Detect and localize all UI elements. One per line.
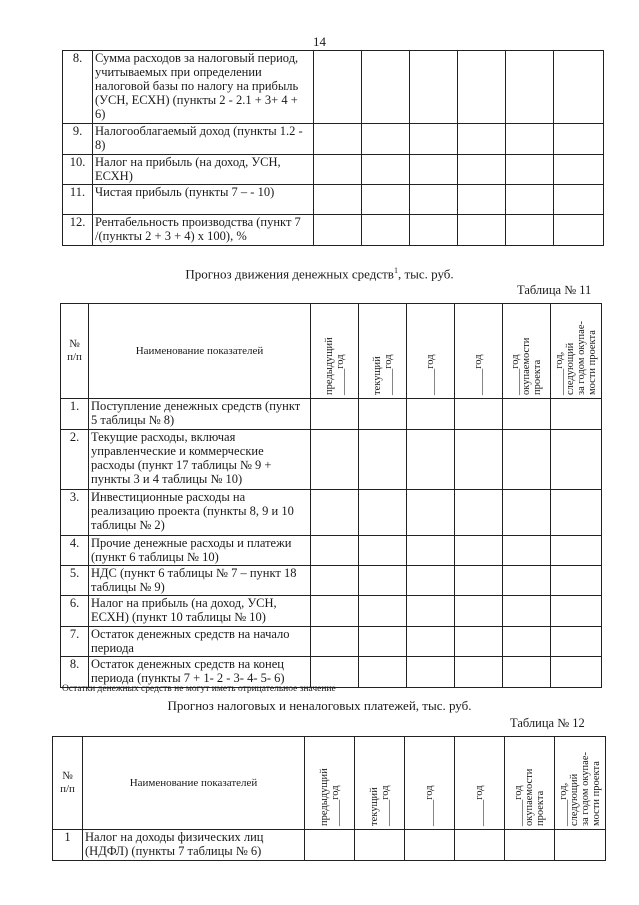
value-cell[interactable] xyxy=(503,627,551,657)
header-row xyxy=(61,304,602,399)
header-year-col xyxy=(455,737,505,830)
table-11-title: Прогноз движения денежных средств$^1$, тыс. руб. xyxy=(185,266,454,282)
header-num-label: № п/п xyxy=(67,338,82,363)
row-number: 2. xyxy=(61,430,89,490)
value-cell[interactable] xyxy=(458,185,506,215)
row-number: 5. xyxy=(61,566,89,596)
table-12 xyxy=(52,736,606,861)
value-cell[interactable] xyxy=(410,185,458,215)
table-12-title: Прогноз налоговых и неналоговых платежей, тыс. руб. xyxy=(167,698,472,713)
table-10-continuation xyxy=(62,50,604,246)
value-cell[interactable] xyxy=(314,51,362,124)
header-year-col xyxy=(359,304,407,399)
table-row xyxy=(61,430,602,490)
value-cell[interactable] xyxy=(311,490,359,536)
value-cell[interactable] xyxy=(362,185,410,215)
value-cell[interactable] xyxy=(359,430,407,490)
table-row xyxy=(63,124,604,155)
value-cell[interactable] xyxy=(551,490,602,536)
table-row xyxy=(63,215,604,246)
value-cell[interactable] xyxy=(311,566,359,596)
value-cell[interactable] xyxy=(551,430,602,490)
value-cell[interactable] xyxy=(362,215,410,246)
header-year-col xyxy=(551,304,602,399)
value-cell[interactable] xyxy=(410,124,458,155)
value-cell[interactable] xyxy=(410,155,458,185)
row-label: Налог на прибыль (на доход, УСН, ЕСХН) (пункт 10 таблицы № 10) xyxy=(89,596,311,627)
header-name: Наименование показателей xyxy=(89,304,311,399)
value-cell[interactable] xyxy=(555,830,606,861)
header-year-col xyxy=(355,737,405,830)
table-row xyxy=(61,627,602,657)
value-cell[interactable] xyxy=(554,124,604,155)
value-cell[interactable] xyxy=(503,596,551,627)
value-cell[interactable] xyxy=(455,830,505,861)
header-year-label: предыдущий _____год xyxy=(318,767,341,826)
header-year-col xyxy=(505,737,555,830)
row-label: Инвестиционные расходы на реализацию проекта (пункты 8, 9 и 10 таблицы № 2) xyxy=(89,490,311,536)
value-cell[interactable] xyxy=(551,399,602,430)
value-cell[interactable] xyxy=(410,215,458,246)
table-row xyxy=(61,536,602,566)
row-label: Налог на доходы физических лиц (НДФЛ) (пункты 7 таблицы № 6) xyxy=(83,830,305,861)
row-number: 3. xyxy=(61,490,89,536)
value-cell[interactable] xyxy=(455,490,503,536)
row-number: 4. xyxy=(61,536,89,566)
value-cell[interactable] xyxy=(455,399,503,430)
value-cell[interactable] xyxy=(506,155,554,185)
value-cell[interactable] xyxy=(410,51,458,124)
row-label: НДС (пункт 6 таблицы № 7 – пункт 18 таблицы № 9) xyxy=(89,566,311,596)
value-cell[interactable] xyxy=(407,430,455,490)
value-cell[interactable] xyxy=(362,51,410,124)
value-cell[interactable] xyxy=(455,627,503,657)
value-cell[interactable] xyxy=(458,124,506,155)
row-label: Прочие денежные расходы и платежи (пункт 6 таблицы № 10) xyxy=(89,536,311,566)
value-cell[interactable] xyxy=(359,627,407,657)
header-year-label: _____год, следующий за годом окупае- мости проекта xyxy=(558,751,602,826)
table-row xyxy=(53,830,606,861)
value-cell[interactable] xyxy=(551,627,602,657)
value-cell[interactable] xyxy=(506,51,554,124)
value-cell[interactable] xyxy=(503,399,551,430)
value-cell[interactable] xyxy=(554,185,604,215)
value-cell[interactable] xyxy=(505,830,555,861)
value-cell[interactable] xyxy=(311,536,359,566)
value-cell[interactable] xyxy=(455,566,503,596)
value-cell[interactable] xyxy=(407,657,455,688)
value-cell[interactable] xyxy=(506,215,554,246)
value-cell[interactable] xyxy=(359,566,407,596)
row-number: 7. xyxy=(61,627,89,657)
header-num xyxy=(61,304,89,399)
value-cell[interactable] xyxy=(458,155,506,185)
row-label: Чистая прибыль (пункты 7 – - 10) xyxy=(93,185,314,215)
header-year-label: _____год xyxy=(424,784,435,826)
header-year-col xyxy=(311,304,359,399)
value-cell[interactable] xyxy=(506,185,554,215)
value-cell[interactable] xyxy=(407,566,455,596)
page-number: 14 xyxy=(313,34,326,49)
table-11-label: Таблица № 11 xyxy=(517,283,592,297)
header-year-label: _____год окупаемости проекта xyxy=(510,337,543,395)
header-year-label: текущий _____год xyxy=(371,353,394,395)
row-number: 1 xyxy=(53,830,83,861)
value-cell[interactable] xyxy=(362,124,410,155)
row-label: Рентабельность производства (пункт 7 /(пункты 2 + 3 + 4) х 100), % xyxy=(93,215,314,246)
header-year-label: текущий _____год xyxy=(368,784,391,826)
table-row xyxy=(63,51,604,124)
value-cell[interactable] xyxy=(355,830,405,861)
value-cell[interactable] xyxy=(407,596,455,627)
value-cell[interactable] xyxy=(311,596,359,627)
header-num-label: № п/п xyxy=(60,770,75,795)
header-row xyxy=(53,737,606,830)
value-cell[interactable] xyxy=(455,596,503,627)
value-cell[interactable] xyxy=(407,536,455,566)
value-cell[interactable] xyxy=(311,430,359,490)
row-number: 6. xyxy=(61,596,89,627)
value-cell[interactable] xyxy=(551,566,602,596)
row-label: Налог на прибыль (на доход, УСН, ЕСХН) xyxy=(93,155,314,185)
value-cell[interactable] xyxy=(362,155,410,185)
value-cell[interactable] xyxy=(503,536,551,566)
row-number: 1. xyxy=(61,399,89,430)
table-12-label: Таблица № 12 xyxy=(510,716,585,730)
row-label: Налогооблагаемый доход (пункты 1.2 - 8) xyxy=(93,124,314,155)
value-cell[interactable] xyxy=(455,657,503,688)
value-cell[interactable] xyxy=(458,215,506,246)
table-11 xyxy=(60,303,602,688)
table-row xyxy=(61,399,602,430)
row-number: 8. xyxy=(61,657,89,688)
header-year-label: _____год xyxy=(474,784,485,826)
value-cell[interactable] xyxy=(359,399,407,430)
value-cell[interactable] xyxy=(359,536,407,566)
value-cell[interactable] xyxy=(506,124,554,155)
header-num xyxy=(53,737,83,830)
table-row xyxy=(63,155,604,185)
value-cell[interactable] xyxy=(359,490,407,536)
value-cell[interactable] xyxy=(554,51,604,124)
value-cell[interactable] xyxy=(311,399,359,430)
table-row xyxy=(61,657,602,688)
header-year-label: _____год, следующий за годом окупае- мости проекта xyxy=(554,320,598,395)
value-cell[interactable] xyxy=(551,657,602,688)
header-year-col xyxy=(555,737,606,830)
header-year-col xyxy=(407,304,455,399)
table-row xyxy=(61,490,602,536)
value-cell[interactable] xyxy=(503,566,551,596)
value-cell[interactable] xyxy=(554,155,604,185)
value-cell[interactable] xyxy=(458,51,506,124)
header-year-label: _____год xyxy=(425,353,436,395)
header-year-label: предыдущий _____год xyxy=(323,336,346,395)
value-cell[interactable] xyxy=(359,657,407,688)
value-cell[interactable] xyxy=(554,215,604,246)
value-cell[interactable] xyxy=(407,399,455,430)
value-cell[interactable] xyxy=(503,490,551,536)
table-row xyxy=(63,185,604,215)
row-number: 10. xyxy=(63,155,93,185)
value-cell[interactable] xyxy=(311,627,359,657)
value-cell[interactable] xyxy=(551,596,602,627)
value-cell[interactable] xyxy=(405,830,455,861)
value-cell[interactable] xyxy=(407,627,455,657)
value-cell[interactable] xyxy=(314,215,362,246)
row-label: Остаток денежных средств на конец периода (пункты 7 + 1- 2 - 3- 4- 5- 6) xyxy=(89,657,311,688)
value-cell[interactable] xyxy=(359,596,407,627)
table-row xyxy=(61,566,602,596)
row-label: Поступление денежных средств (пункт 5 таблицы № 8) xyxy=(89,399,311,430)
header-year-label: _____год xyxy=(473,353,484,395)
table-row xyxy=(61,596,602,627)
value-cell[interactable] xyxy=(311,657,359,688)
value-cell[interactable] xyxy=(503,657,551,688)
header-year-col xyxy=(455,304,503,399)
header-year-col xyxy=(503,304,551,399)
row-label: Сумма расходов за налоговый период, учитываемых при определении налоговой базы по налогу на прибыль (УСН, ЕСХН) (пункты 2 - 2.1 + 3+ 4 + 6) xyxy=(93,51,314,124)
value-cell[interactable] xyxy=(314,124,362,155)
header-name: Наименование показателей xyxy=(83,737,305,830)
header-year-col xyxy=(305,737,355,830)
value-cell[interactable] xyxy=(305,830,355,861)
value-cell[interactable] xyxy=(551,536,602,566)
row-number: 11. xyxy=(63,185,93,215)
footnote: Остатки денежных средств не могут иметь отрицательное значение xyxy=(62,684,336,694)
value-cell[interactable] xyxy=(455,536,503,566)
header-year-label: _____год окупаемости проекта xyxy=(513,768,546,826)
row-number: 9. xyxy=(63,124,93,155)
value-cell[interactable] xyxy=(314,155,362,185)
row-label: Текущие расходы, включая управленческие и коммерческие расходы (пункт 17 таблицы № 9 + пункты 3 и 4 таблицы № 10) xyxy=(89,430,311,490)
header-year-col xyxy=(405,737,455,830)
row-label: Остаток денежных средств на начало периода xyxy=(89,627,311,657)
row-number: 12. xyxy=(63,215,93,246)
value-cell[interactable] xyxy=(407,490,455,536)
row-number: 8. xyxy=(63,51,93,124)
value-cell[interactable] xyxy=(503,430,551,490)
value-cell[interactable] xyxy=(455,430,503,490)
value-cell[interactable] xyxy=(314,185,362,215)
